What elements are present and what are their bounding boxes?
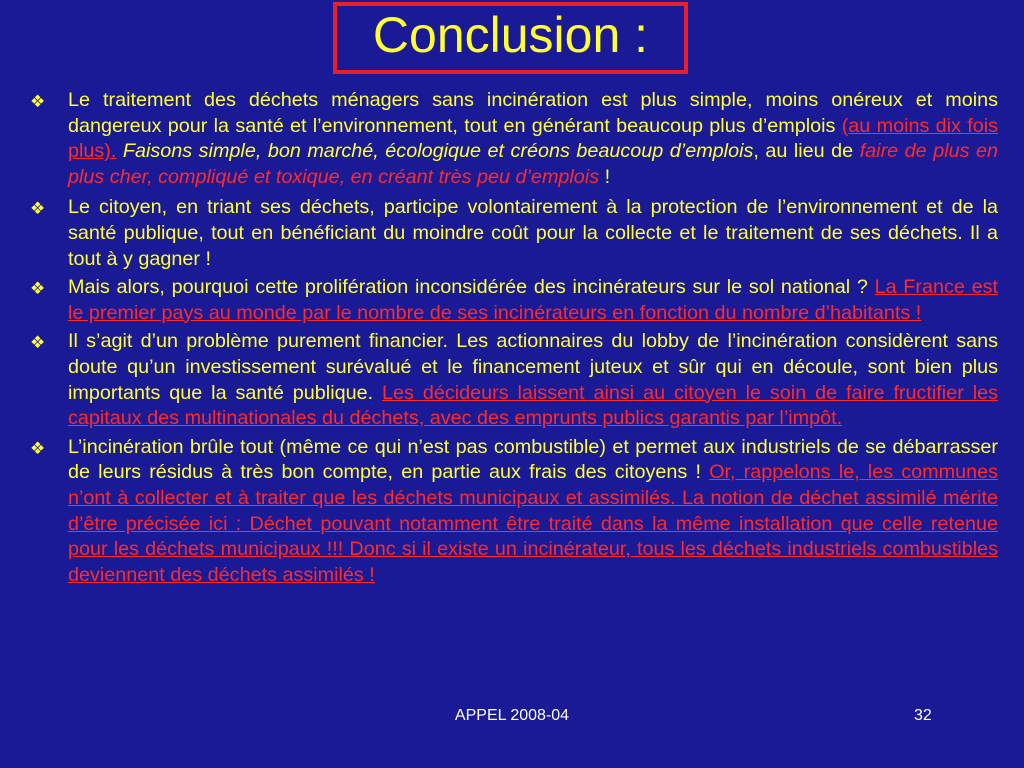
slide-title: Conclusion : — [372, 7, 649, 63]
bullet-1-text: Le traitement des déchets ménagers sans incinération est plus simple, moins onéreux et moins dangereux pour la santé et l’environnement, tout en générant beaucoup plus d’emplois — [68, 89, 998, 137]
bullet-text-4 — [68, 329, 998, 431]
bullet-text-2 — [68, 195, 998, 272]
bullet-item-1 — [28, 88, 998, 190]
bullet-item-2 — [28, 195, 998, 272]
bullet-text-1 — [68, 88, 998, 190]
bullet-1-italic-text: Faisons simple, bon marché, écologique et créons beaucoup d’emplois — [116, 140, 754, 163]
bullet-5-link-text[interactable]: Or, rappelons le, les communes n’ont à collecter et à traiter que les déchets municipaux et assimilés. La notion de déchet assimilé mérite d’être précisée ici : Déchet pouvant notamment être traité dans la même installation que celle retenue pour les déchets municipaux !!! Donc si il existe un incinérateur, tous les déchets industriels combustibles deviennent des déchets assimilés ! — [68, 461, 998, 586]
bullet-list — [28, 88, 998, 588]
diamond-bullet-icon: ❖ — [30, 438, 46, 458]
title-box — [333, 2, 688, 74]
bullet-4-link-text[interactable]: Les décideurs laissent ainsi au citoyen le soin de faire fructifier les capitaux des multinationales du déchets, avec des emprunts publics garantis par l’impôt. — [68, 381, 998, 430]
footer-label: APPEL 2008-04 — [454, 707, 570, 724]
bullet-3-link-text[interactable]: La France est le premier pays au monde par le nombre de ses incinérateurs en fonction du nombre d’habitants ! — [68, 276, 998, 324]
bullet-2-text: Le citoyen, en triant ses déchets, participe volontairement à la protection de l’environnement et de la santé publique, tout en bénéficiant du moindre coût pour la collecte et le traitement de ses déchets. Il a tout à y gagner ! — [68, 196, 998, 270]
bullet-text-5 — [68, 435, 998, 589]
bullet-4-text: Il s’agit d’un problème purement financier. Les actionnaires du lobby de l’incinération considèrent sans doute qu’un investissement surévalué et le financement juteux et sûr qui en découle, sont bien plus importants que la santé publique. — [68, 330, 998, 404]
diamond-bullet-icon: ❖ — [30, 333, 46, 353]
bullet-text-3 — [68, 275, 998, 326]
diamond-bullet-icon: ❖ — [30, 279, 46, 299]
bullet-item-5 — [28, 435, 998, 589]
bullet-item-3 — [28, 275, 998, 326]
bullet-1-connector-text: , au lieu de — [753, 140, 860, 163]
bullet-1-end-text: ! — [599, 165, 611, 188]
bullet-3-text: Mais alors, pourquoi cette prolifération inconsidérée des incinérateurs sur le sol national ? — [68, 276, 875, 299]
bullet-1-link-text[interactable]: (au moins dix fois plus). — [68, 114, 998, 163]
bullet-item-4 — [28, 329, 998, 431]
bullet-1-red-italic-text: faire de plus en plus cher, compliqué et toxique, en créant très peu d’emplois — [68, 140, 998, 188]
diamond-bullet-icon: ❖ — [30, 92, 46, 111]
page-number: 32 — [914, 707, 932, 724]
bullet-5-text: L’incinération brûle tout (même ce qui n’est pas combustible) et permet aux industriels de se débarrasser de leurs résidus à très bon compte, en partie aux frais des citoyens ! — [68, 435, 998, 484]
diamond-bullet-icon: ❖ — [30, 199, 46, 219]
